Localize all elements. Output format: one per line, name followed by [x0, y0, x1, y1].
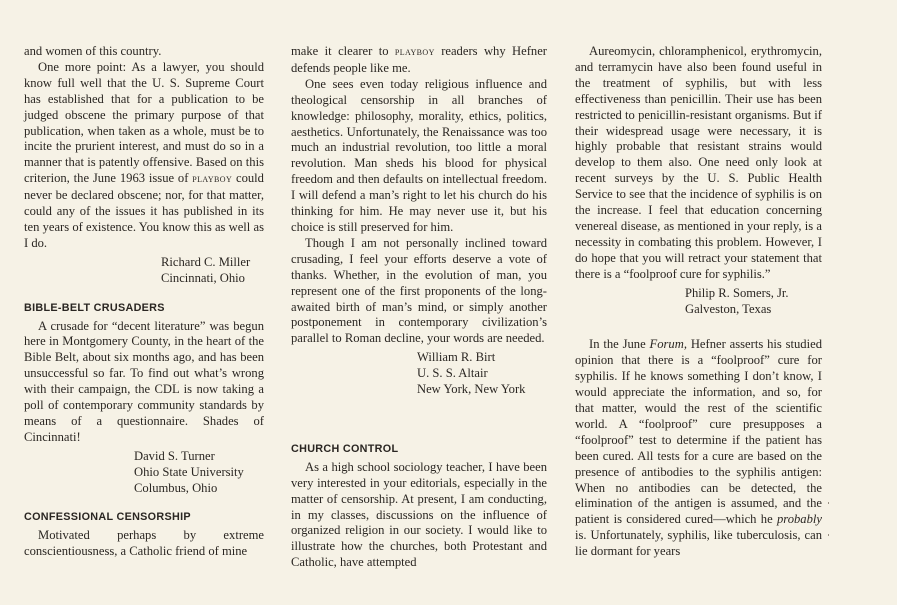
section-heading: BIBLE-BELT CRUSADERS [24, 301, 165, 314]
column-1 [24, 44, 264, 560]
letter-paragraph: As a high school sociology teacher, I have been very interested in your editorials, especially in the matter of censorship. At present, I am conducting, in my classes, discussions on the influence of organized religion in our society. I would like to illustrate how the churches, both Protestant and Catholic, have attempted [291, 459, 547, 570]
letter-paragraph: make it clearer to playboy readers why Hefner defends people like me. [291, 44, 547, 75]
letter-paragraph: One more point: As a lawyer, you should know full well that the U. S. Supreme Court has established that for a publication to be judged obscene the primary purpose of that publication, when taken as a whole, must be to incite the prurient interest, and must do so in a manner that is patently offensive. Based on this criterion, the June 1963 issue of playboy could never be declared obscene; nor, for that matter, could any of the issues it has published in its ten years of existence. You know this as well as I do. [24, 59, 264, 250]
spacer [575, 317, 822, 337]
publication-name: Forum, [649, 337, 687, 352]
column-2 [291, 44, 547, 571]
brand-name: playboy [394, 46, 435, 58]
margin-mark [828, 534, 829, 536]
letter-paragraph: Motivated perhaps by extreme conscientiousness, a Catholic friend of mine [24, 528, 264, 559]
letter-signature: Richard C. Miller Cincinnati, Ohio [161, 254, 251, 285]
section-heading: CONFESSIONAL CENSORSHIP [24, 511, 191, 524]
section-heading: CHURCH CONTROL [291, 442, 399, 455]
letter-signature: David S. Turner Ohio State University Columbus, Ohio [134, 448, 244, 495]
letter-paragraph: In the June Forum, Hefner asserts his studied opinion that there is a “foolproof” cure for syphilis. If he knows something I don’t know, I would appreciate the information, and so, for that matter, would the rest of the scientific world. A “foolproof” cure presupposes a “foolproof” test to determine if the patient has been cured. All tests for a cure are based on the presence of antibodies to the syphilis antigen: When no antibodies can be detected, the elimination of the antigen is assumed, and the patient is considered cured—which he probably is. Unfortunately, syphilis, like tuberculosis, can lie dormant for years [575, 337, 822, 559]
letter-signature: Philip R. Somers, Jr. Galveston, Texas [685, 285, 789, 316]
letter-paragraph: Though I am not personally inclined toward crusading, I feel your efforts deserve a vote of thanks. Whether, in the evolution of man, you represent one of the first proponents of the long-awaited birth of man’s mind, or simply another postponement in contemporary civilization’s parallel to Roman decline, your words are needed. [291, 235, 547, 346]
letter-paragraph: One sees even today religious influence and theological censorship in all branches of knowledge: philosophy, morality, ethics, politics, aesthetics. Unfortunately, the Renaissance was too much an industrial revolution, too little a moral revolution. Man sheds his blood for physical freedom and then defaults on intellectual freedom. I will defend a man’s right to let his church do his thinking for him. He may never use it, but his choice is still preserved for him. [291, 76, 547, 234]
emphasis: probably [776, 512, 822, 527]
margin-mark [828, 502, 829, 504]
column-3 [575, 44, 822, 560]
letter-signature: William R. Birt U. S. S. Altair New York, New York [417, 350, 526, 397]
brand-name: playboy [192, 173, 233, 186]
letter-text: and women of this country. [24, 44, 162, 58]
letter-paragraph: Aureomycin, chloramphenicol, erythromycin, and terramycin have also been found useful in the treatment of syphilis, but with less effectiveness than penicillin. Their use has been restricted to penicillin-resistant organisms. But if their widespread usage were necessary, it is highly probable that resistant strains would develop to them also. One need only look at recent surveys by the U. S. Public Health Service to see that the incidence of syphilis is on the increase. I feel that education concerning venereal disease, as mentioned in your reply, is a necessity in combating this problem. However, I do hope that you will retract your statement that there is a “foolproof cure for syphilis.” [575, 44, 822, 281]
letter-paragraph: A crusade for “decent literature” was begun here in Montgomery County, in the heart of the Bible Belt, about six months ago, and has been unsuccessful so far. To find out what’s wrong with their campaign, the CDL is now taking a poll of contemporary community standards by means of a questionnaire. Shades of Cincinnati! [24, 318, 264, 444]
